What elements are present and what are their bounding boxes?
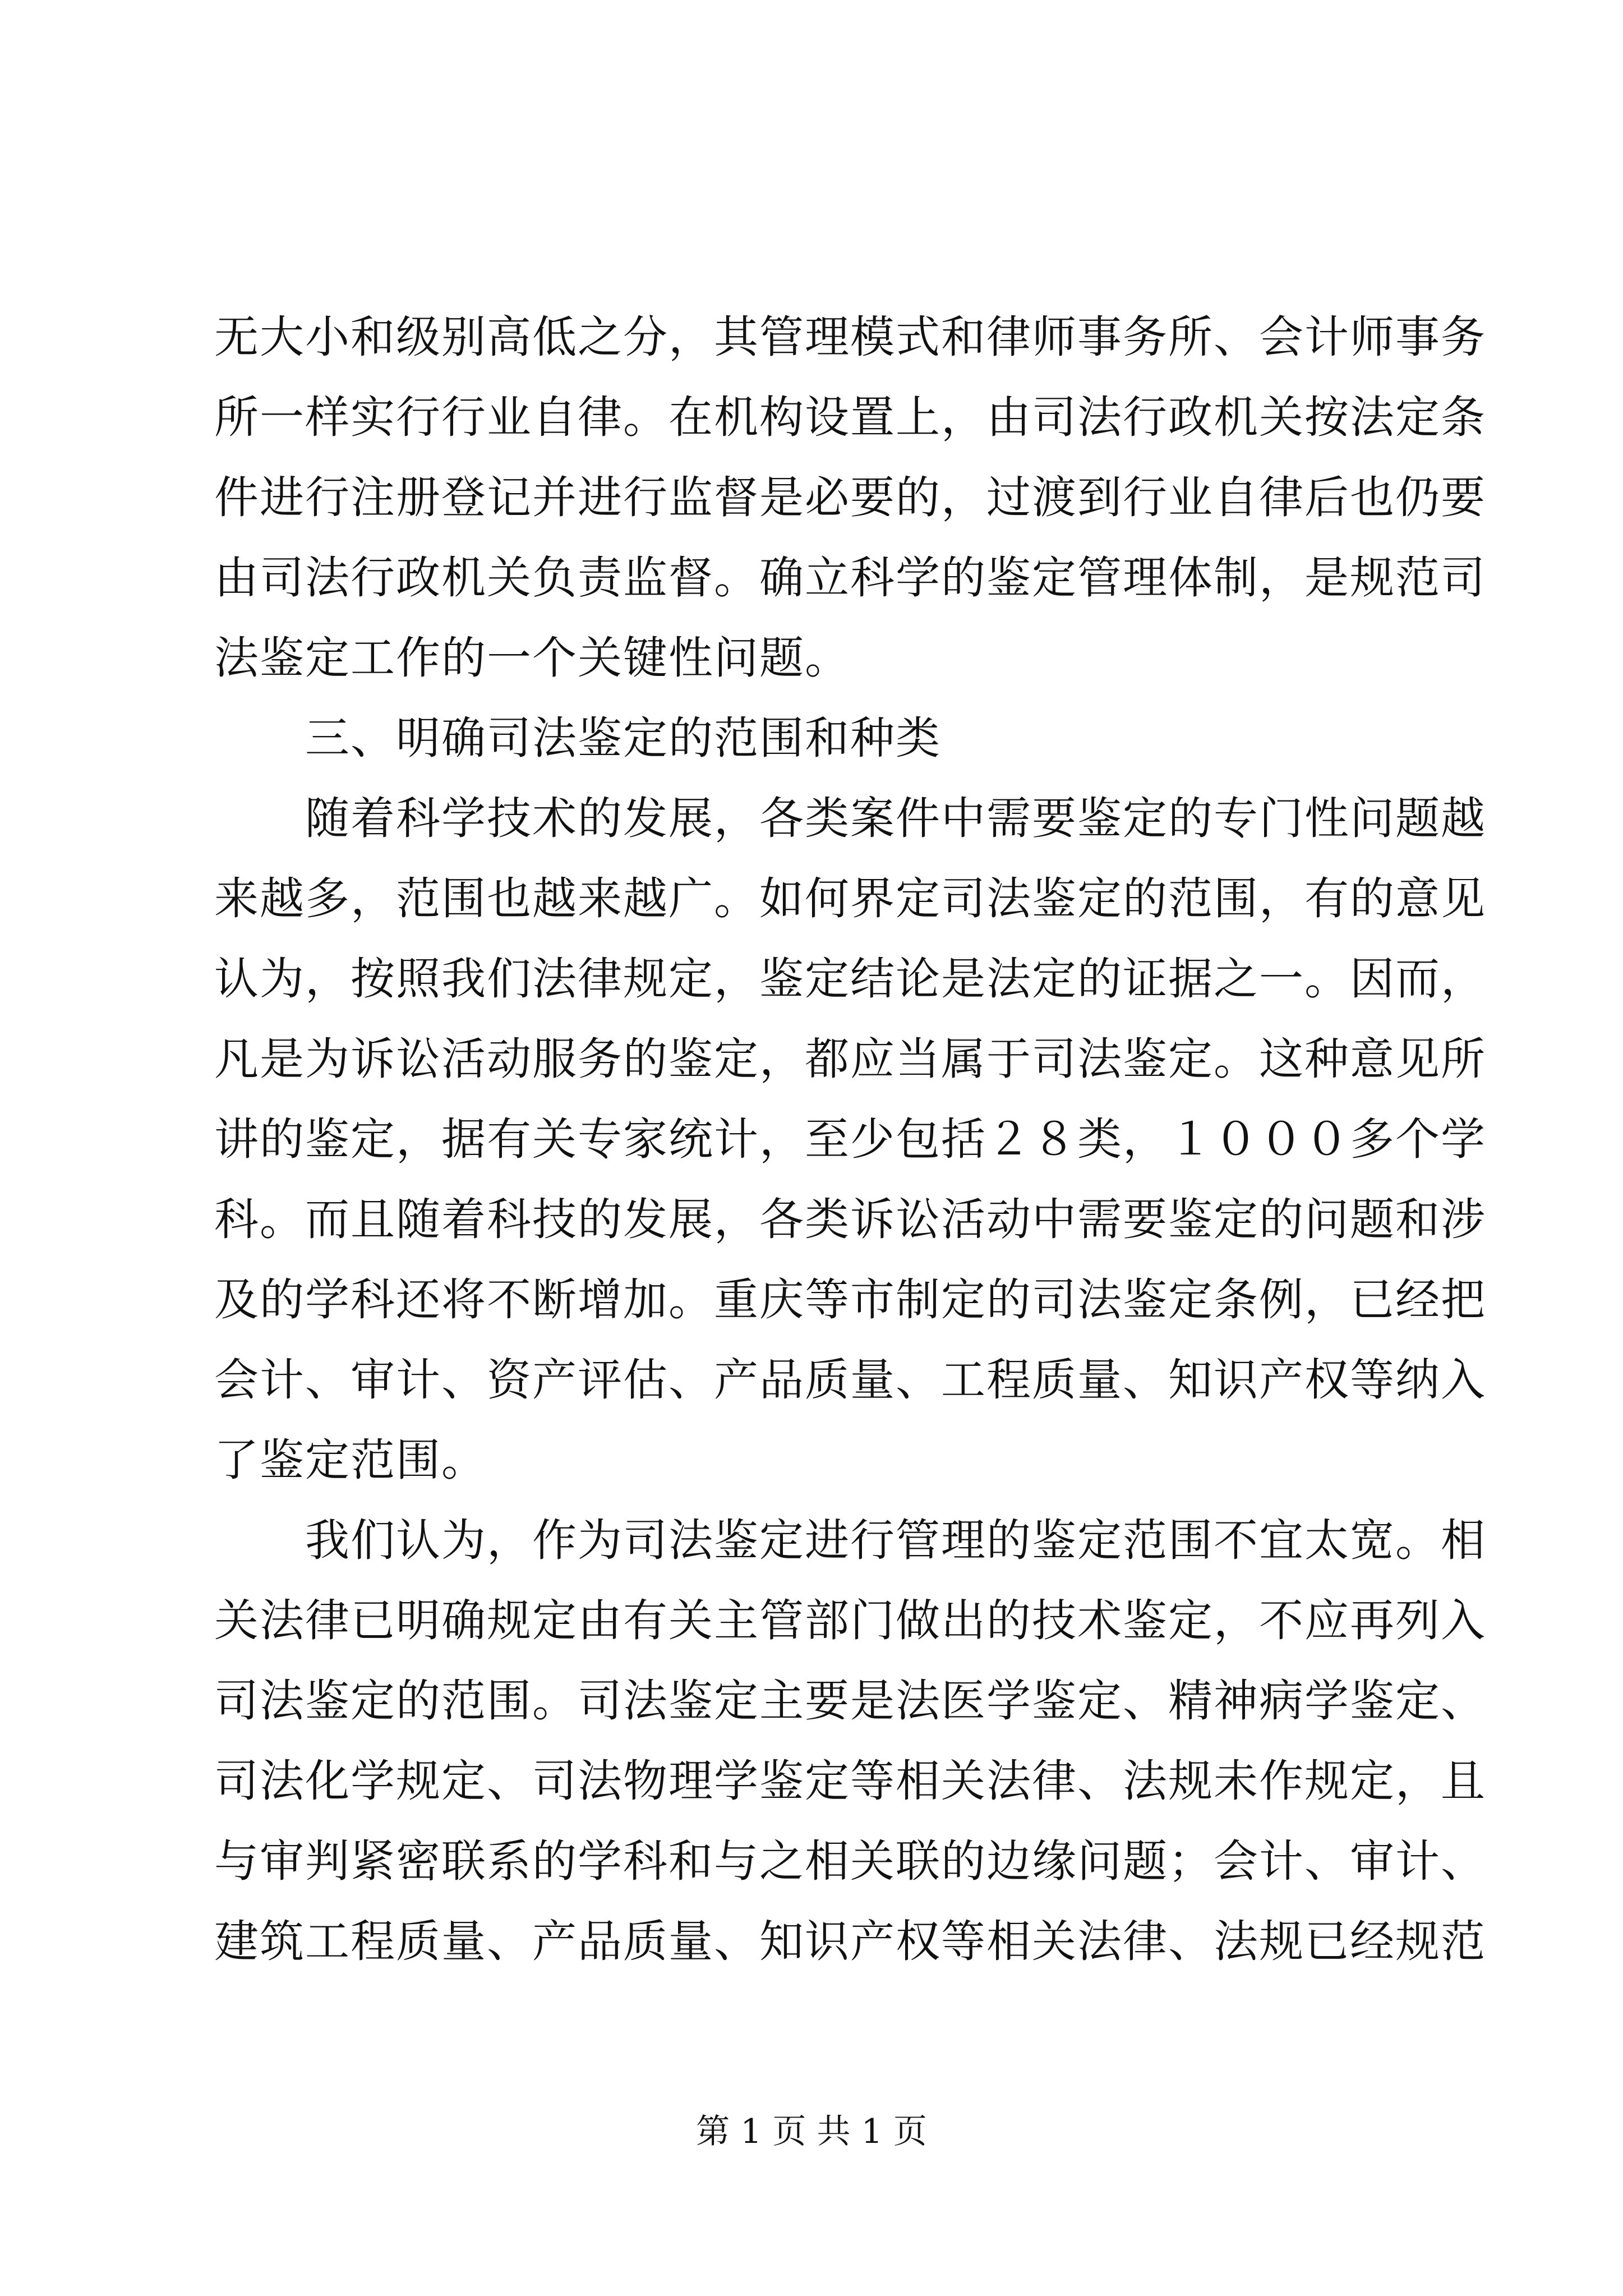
text-line: 司法化学规定、司法物理学鉴定等相关法律、法规未作规定，且 (214, 1755, 1486, 1807)
text-line: 来越多，范围也越来越广。如何界定司法鉴定的范围，有的意见 (214, 873, 1486, 924)
text-line: 无大小和级别高低之分，其管理模式和律师事务所、会计师事务 (214, 311, 1486, 363)
text-line: 建筑工程质量、产品质量、知识产权等相关法律、法规已经规范 (214, 1916, 1486, 1967)
text-line: 所一样实行行业自律。在机构设置上，由司法行政机关按法定条 (214, 392, 1486, 443)
text-line: 认为，按照我们法律规定，鉴定结论是法定的证据之一。因而， (214, 953, 1486, 1005)
text-line: 随着科学技术的发展，各类案件中需要鉴定的专门性问题越 (214, 793, 1486, 844)
text-line: 关法律已明确规定由有关主管部门做出的技术鉴定，不应再列入 (214, 1595, 1486, 1646)
text-line: 我们认为，作为司法鉴定进行管理的鉴定范围不宜太宽。相 (214, 1515, 1486, 1566)
text-line: 由司法行政机关负责监督。确立科学的鉴定管理体制，是规范司 (214, 552, 1486, 604)
text-line: 了鉴定范围。 (214, 1434, 487, 1486)
text-line: 会计、审计、资产评估、产品质量、工程质量、知识产权等纳入 (214, 1354, 1486, 1406)
text-line: 件进行注册登记并进行监督是必要的，过渡到行业自律后也仍要 (214, 472, 1486, 523)
text-line: 讲的鉴定，据有关专家统计，至少包括２８类，１０００多个学 (214, 1114, 1486, 1165)
text-line: 科。而且随着科技的发展，各类诉讼活动中需要鉴定的问题和涉 (214, 1194, 1486, 1245)
text-line: 凡是为诉讼活动服务的鉴定，都应当属于司法鉴定。这种意见所 (214, 1033, 1486, 1085)
text-line: 与审判紧密联系的学科和与之相关联的边缘问题；会计、审计、 (214, 1835, 1486, 1887)
section-heading: 三、明确司法鉴定的范围和种类 (214, 712, 941, 764)
text-line: 及的学科还将不断增加。重庆等市制定的司法鉴定条例，已经把 (214, 1274, 1486, 1326)
page-number-footer: 第 1 页 共 1 页 (696, 2112, 927, 2151)
text-line: 司法鉴定的范围。司法鉴定主要是法医学鉴定、精神病学鉴定、 (214, 1675, 1486, 1727)
text-line: 法鉴定工作的一个关键性问题。 (214, 632, 850, 684)
body-text (214, 297, 1486, 1982)
